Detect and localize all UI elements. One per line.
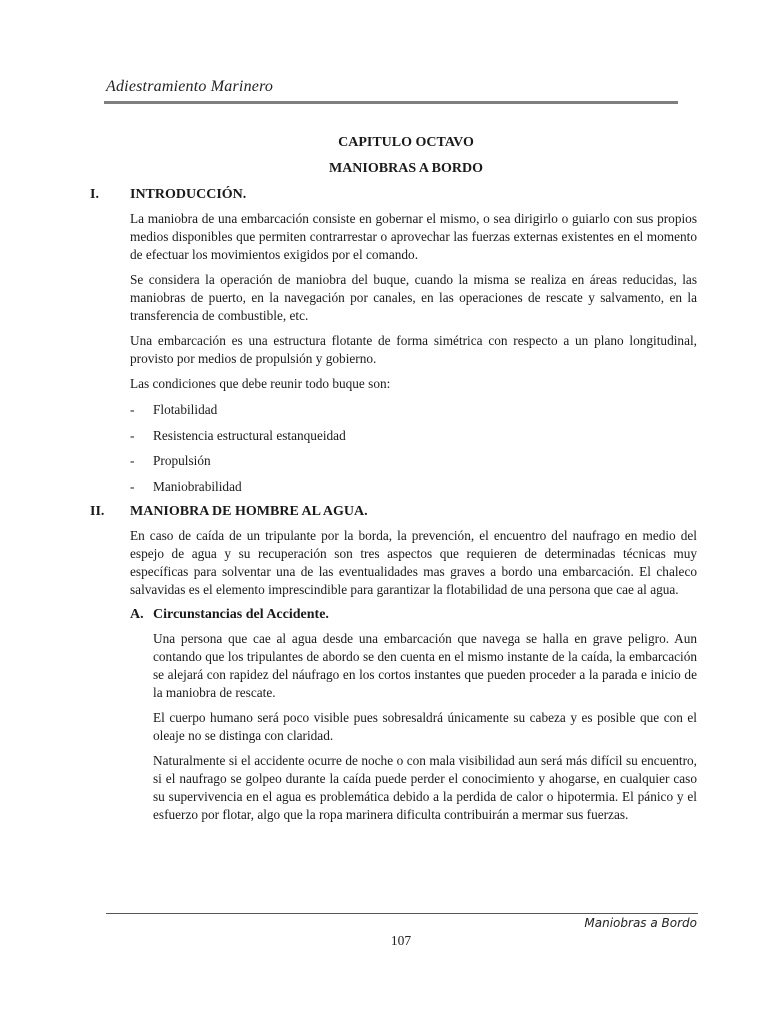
paragraph: Las condiciones que debe reunir todo buque son: [130,376,391,391]
list-bullet: - [130,453,135,468]
section-title: INTRODUCCIÓN. [130,187,247,202]
list-bullet: - [130,427,135,443]
paragraph: En caso de caída de un tripulante por la borda, la prevención, el encuentro del naufrago en medio del espejo de agua y su recuperación son tres aspectos que requieren de determinadas técnicas muy específicas para solventar una de las eventualidades mas graves a bordo una embarcación. El chaleco salvavidas es el elemento imprescindible para garantizar la flotabilidad de una persona que cae al agua. [130,528,697,597]
header-rule [104,101,678,104]
paragraph: Se considera la operación de maniobra del buque, cuando la misma se realiza en áreas reducidas, las maniobras de puerto, en la navegación por canales, en las operaciones de rescate y salvamento, en la transferencia de combustible, etc. [130,272,697,323]
header-title: Adiestramiento Marinero [106,78,274,95]
subsection-title: Circunstancias del Accidente. [153,607,329,622]
footer-rule [106,913,698,914]
subsection-heading [130,606,697,624]
list-bullet: - [130,478,135,494]
paragraph: La maniobra de una embarcación consiste en gobernar el mismo, o sea dirigirlo o guiarlo con sus propios medios disponibles que permiten contrarrestar o aprovechar las fuerzas externas existentes en el momento de efectuar los movimientos exigidos por el comando. [130,211,697,262]
chapter-subtitle: MANIOBRAS A BORDO [328,161,484,176]
section-heading-hombre-al-agua [90,503,697,521]
list-item [130,478,697,504]
conditions-list [130,401,697,503]
list-item-text: Flotabilidad [153,402,218,417]
list-item [130,427,697,453]
list-item [130,401,697,427]
paragraph: Una embarcación es una estructura flotante de forma simétrica con respecto a un plano longitudinal, provisto por medios de propulsión y gobierno. [130,333,697,366]
footer-title: Maniobras a Bordo [584,916,697,930]
paragraph: El cuerpo humano será poco visible pues sobresaldrá únicamente su cabeza y es posible que con el oleaje no se distinga con claridad. [153,710,697,743]
section-heading-introduccion [90,186,697,204]
section-number: I. [90,187,99,202]
list-item [130,452,697,478]
page-content [90,134,697,831]
subsection-letter: A. [130,607,144,622]
chapter-title: CAPITULO OCTAVO [338,135,474,150]
list-item-text: Maniobrabilidad [153,478,242,494]
list-item-text: Resistencia estructural estanqueidad [153,427,346,443]
section-title: MANIOBRA DE HOMBRE AL AGUA. [130,504,368,519]
section-number: II. [90,504,105,519]
page-number: 107 [390,933,412,948]
list-item-text: Propulsión [153,453,211,468]
list-bullet: - [130,402,135,417]
paragraph: Naturalmente si el accidente ocurre de noche o con mala visibilidad aun será más difícil su encuentro, si el naufrago se golpeo durante la caída puede perder el conocimiento y ahogarse, en cualquier caso su supervivencia en el agua es problemática debido a la perdida de calor o hipotermia. El pánico y el esfuerzo por flotar, algo que la ropa marinera dificulta contribuirán a mermar sus fuerzas. [153,753,697,822]
paragraph: Una persona que cae al agua desde una embarcación que navega se halla en grave peligro. Aun contando que los tripulantes de abordo se den cuenta en el mismo instante de la caída, la embarcación se alejará con rapidez del náufrago en los cortos instantes que pueden proceder a la parada e inicio de la maniobra de rescate. [153,631,697,700]
